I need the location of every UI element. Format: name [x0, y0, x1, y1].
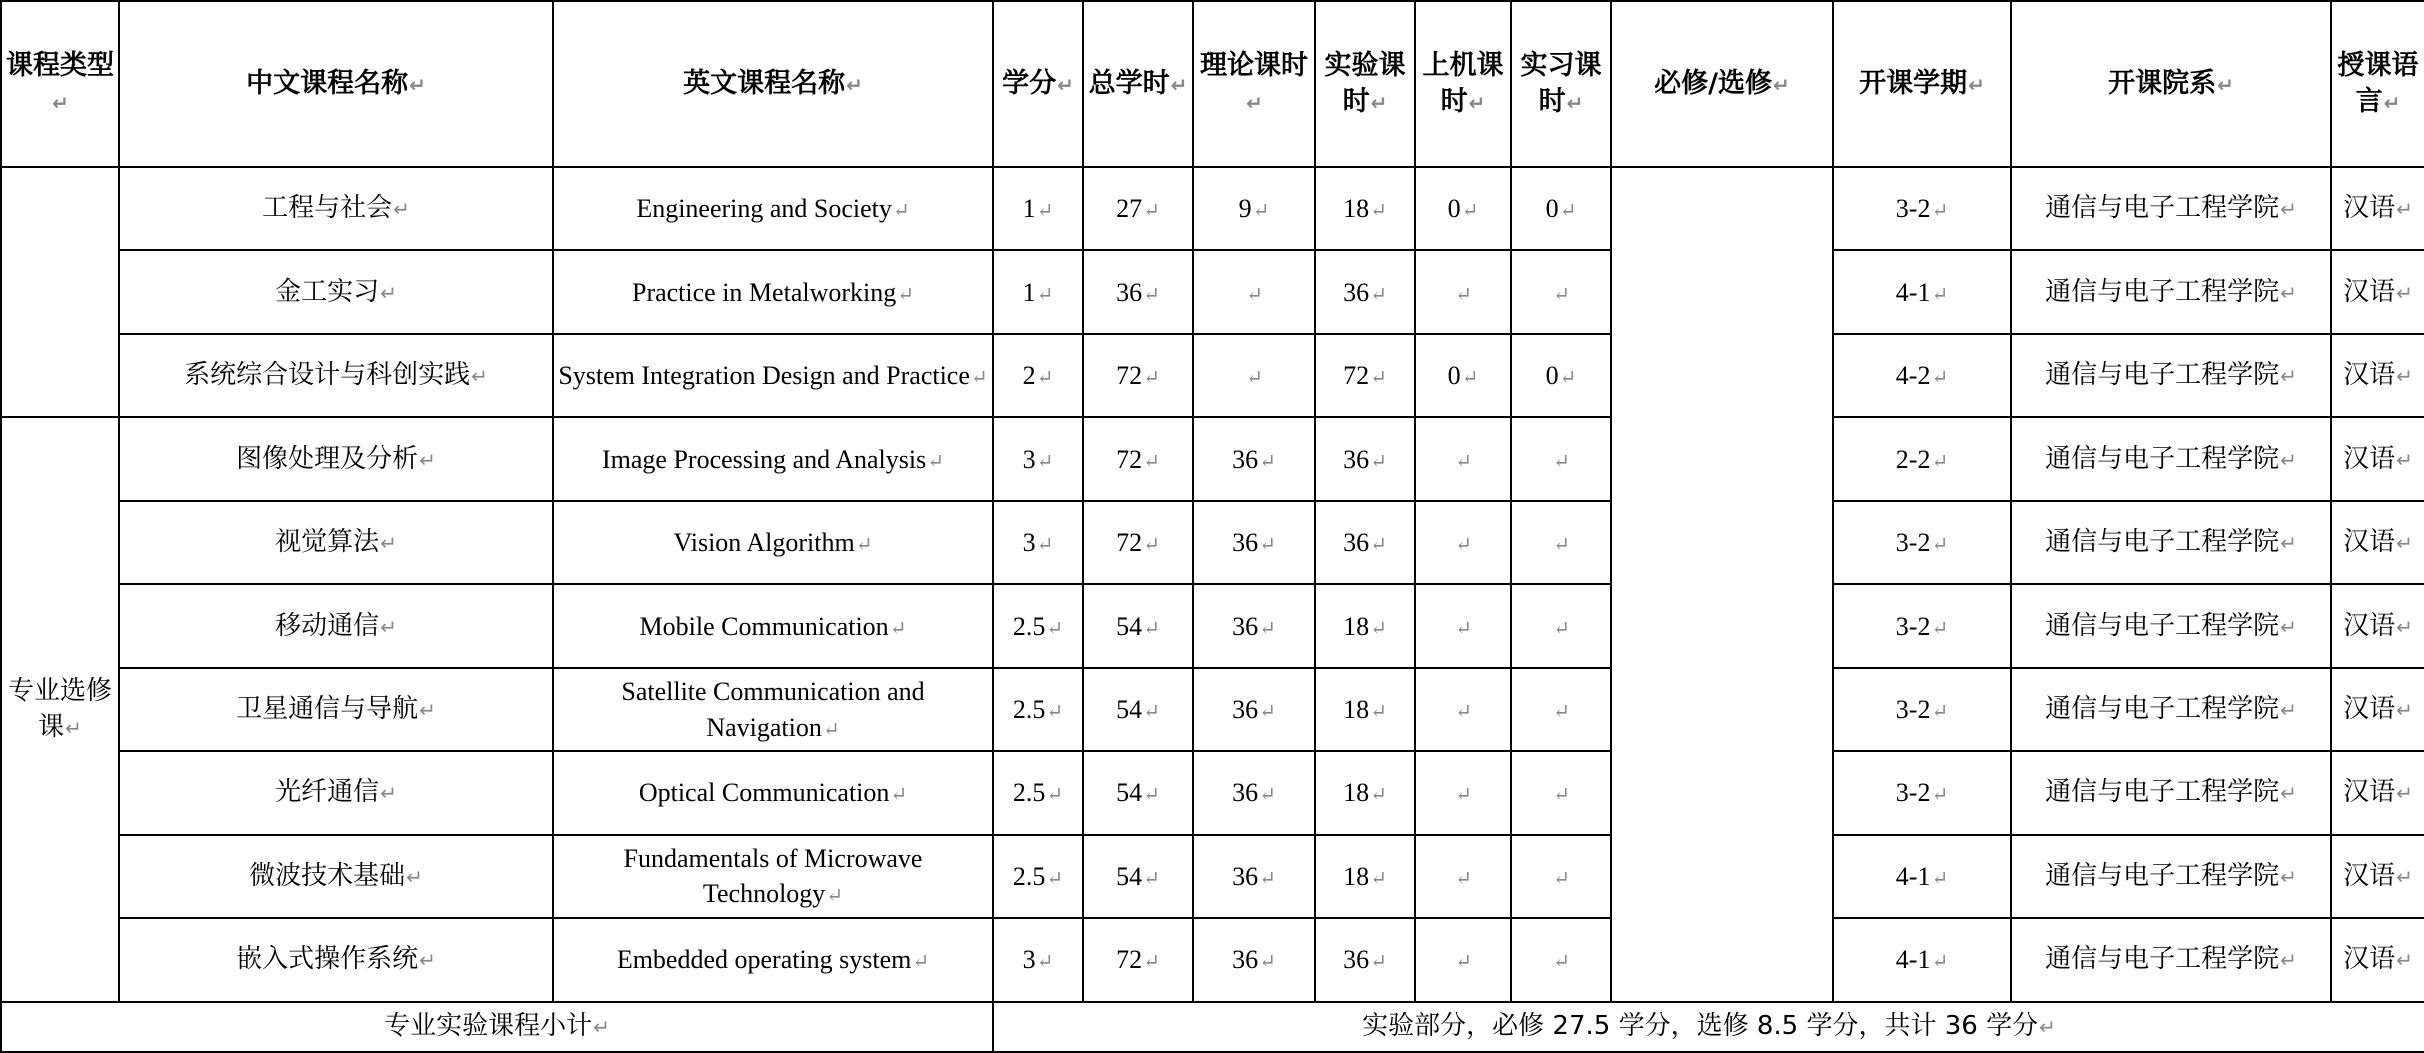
category-cell-first: [1, 167, 119, 417]
lab-hours-cell: 36 ↵: [1315, 918, 1415, 1001]
header-category: 课程类型 ↵: [1, 1, 119, 167]
language-cell: 汉语 ↵: [2331, 417, 2424, 500]
header-row: [1, 1, 2424, 167]
semester-cell: 3-2 ↵: [1833, 584, 2011, 667]
computer-hours-cell: [1415, 501, 1511, 584]
summary-label: 专业实验课程小计 ↵: [1, 1002, 993, 1052]
total-hours-cell: 72 ↵: [1083, 501, 1193, 584]
computer-hours-cell: [1415, 918, 1511, 1001]
credits-cell: 1 ↵: [993, 250, 1083, 333]
en-name-cell: Embedded operating system ↵: [553, 918, 993, 1001]
header-lab-hours: 实验课时 ↵: [1315, 1, 1415, 167]
credits-cell: 2.5 ↵: [993, 668, 1083, 751]
language-cell: 汉语 ↵: [2331, 668, 2424, 751]
theory-hours-cell: 36 ↵: [1193, 751, 1315, 834]
en-name-cell: Image Processing and Analysis ↵: [553, 417, 993, 500]
total-hours-cell: 36 ↵: [1083, 250, 1193, 333]
header-credits: 学分 ↵: [993, 1, 1083, 167]
semester-cell: 3-2 ↵: [1833, 167, 2011, 250]
department-cell: 通信与电子工程学院 ↵: [2011, 751, 2331, 834]
cn-name-cell: 图像处理及分析 ↵: [119, 417, 553, 500]
department-cell: 通信与电子工程学院 ↵: [2011, 668, 2331, 751]
lab-hours-cell: 36 ↵: [1315, 417, 1415, 500]
practice-hours-cell: 0 ↵: [1511, 334, 1611, 417]
header-practice-hours: 实习课时 ↵: [1511, 1, 1611, 167]
theory-hours-cell: 36 ↵: [1193, 584, 1315, 667]
practice-hours-cell: [1511, 501, 1611, 584]
language-cell: 汉语 ↵: [2331, 584, 2424, 667]
table-row: [1, 417, 2424, 500]
department-cell: 通信与电子工程学院 ↵: [2011, 501, 2331, 584]
lab-hours-cell: 18 ↵: [1315, 835, 1415, 918]
semester-cell: 2-2 ↵: [1833, 417, 2011, 500]
total-hours-cell: 72 ↵: [1083, 918, 1193, 1001]
en-name-cell: Vision Algorithm ↵: [553, 501, 993, 584]
semester-cell: 4-2 ↵: [1833, 334, 2011, 417]
credits-cell: 3 ↵: [993, 417, 1083, 500]
practice-hours-cell: [1511, 584, 1611, 667]
credits-cell: 3 ↵: [993, 501, 1083, 584]
practice-hours-cell: 0 ↵: [1511, 167, 1611, 250]
en-name-cell: Mobile Communication ↵: [553, 584, 993, 667]
credits-cell: 1 ↵: [993, 167, 1083, 250]
en-name-cell: Fundamentals of Microwave Technology ↵: [553, 835, 993, 918]
theory-hours-cell: 36 ↵: [1193, 501, 1315, 584]
en-name-cell: Practice in Metalworking ↵: [553, 250, 993, 333]
table-row: [1, 584, 2424, 667]
credits-cell: 2.5 ↵: [993, 751, 1083, 834]
cn-name-cell: 卫星通信与导航 ↵: [119, 668, 553, 751]
semester-cell: 3-2 ↵: [1833, 751, 2011, 834]
department-cell: 通信与电子工程学院 ↵: [2011, 918, 2331, 1001]
theory-hours-cell: 36 ↵: [1193, 668, 1315, 751]
table-row: [1, 250, 2424, 333]
theory-hours-cell: 36 ↵: [1193, 417, 1315, 500]
header-theory-hours: 理论课时 ↵: [1193, 1, 1315, 167]
header-semester: 开课学期 ↵: [1833, 1, 2011, 167]
summary-row: [1, 1002, 2424, 1052]
table-row: [1, 751, 2424, 834]
lab-hours-cell: 18 ↵: [1315, 751, 1415, 834]
credits-cell: 2.5 ↵: [993, 584, 1083, 667]
category-cell-elective: 专业选修课 ↵: [1, 417, 119, 1001]
table-row: [1, 668, 2424, 751]
semester-cell: 3-2 ↵: [1833, 668, 2011, 751]
practice-hours-cell: [1511, 250, 1611, 333]
language-cell: 汉语 ↵: [2331, 835, 2424, 918]
total-hours-cell: 54 ↵: [1083, 668, 1193, 751]
lab-hours-cell: 36 ↵: [1315, 501, 1415, 584]
credits-cell: 3 ↵: [993, 918, 1083, 1001]
cn-name-cell: 光纤通信 ↵: [119, 751, 553, 834]
computer-hours-cell: [1415, 835, 1511, 918]
department-cell: 通信与电子工程学院 ↵: [2011, 334, 2331, 417]
computer-hours-cell: [1415, 250, 1511, 333]
theory-hours-cell: [1193, 334, 1315, 417]
header-cn-name: 中文课程名称 ↵: [119, 1, 553, 167]
theory-hours-cell: 36 ↵: [1193, 918, 1315, 1001]
table-row: [1, 918, 2424, 1001]
en-name-cell: Satellite Communication and Navigation ↵: [553, 668, 993, 751]
department-cell: 通信与电子工程学院 ↵: [2011, 584, 2331, 667]
department-cell: 通信与电子工程学院 ↵: [2011, 835, 2331, 918]
department-cell: 通信与电子工程学院 ↵: [2011, 250, 2331, 333]
header-computer-hours: 上机课时 ↵: [1415, 1, 1511, 167]
total-hours-cell: 72 ↵: [1083, 417, 1193, 500]
lab-hours-cell: 18 ↵: [1315, 167, 1415, 250]
total-hours-cell: 54 ↵: [1083, 584, 1193, 667]
computer-hours-cell: 0 ↵: [1415, 167, 1511, 250]
cn-name-cell: 视觉算法 ↵: [119, 501, 553, 584]
computer-hours-cell: 0 ↵: [1415, 334, 1511, 417]
department-cell: 通信与电子工程学院 ↵: [2011, 167, 2331, 250]
header-en-name: 英文课程名称 ↵: [553, 1, 993, 167]
lab-hours-cell: 18 ↵: [1315, 584, 1415, 667]
department-cell: 通信与电子工程学院 ↵: [2011, 417, 2331, 500]
cn-name-cell: 系统综合设计与科创实践 ↵: [119, 334, 553, 417]
cn-name-cell: 嵌入式操作系统 ↵: [119, 918, 553, 1001]
total-hours-cell: 27 ↵: [1083, 167, 1193, 250]
table-row: [1, 501, 2424, 584]
theory-hours-cell: [1193, 250, 1315, 333]
computer-hours-cell: [1415, 417, 1511, 500]
header-total-hours: 总学时 ↵: [1083, 1, 1193, 167]
language-cell: 汉语 ↵: [2331, 751, 2424, 834]
practice-hours-cell: [1511, 751, 1611, 834]
credits-cell: 2.5 ↵: [993, 835, 1083, 918]
semester-cell: 4-1 ↵: [1833, 835, 2011, 918]
language-cell: 汉语 ↵: [2331, 167, 2424, 250]
theory-hours-cell: 36 ↵: [1193, 835, 1315, 918]
practice-hours-cell: [1511, 835, 1611, 918]
en-name-cell: Engineering and Society ↵: [553, 167, 993, 250]
table-row: [1, 835, 2424, 918]
lab-hours-cell: 72 ↵: [1315, 334, 1415, 417]
computer-hours-cell: [1415, 668, 1511, 751]
total-hours-cell: 54 ↵: [1083, 835, 1193, 918]
cn-name-cell: 微波技术基础 ↵: [119, 835, 553, 918]
practice-hours-cell: [1511, 668, 1611, 751]
semester-cell: 4-1 ↵: [1833, 250, 2011, 333]
cn-name-cell: 工程与社会 ↵: [119, 167, 553, 250]
cn-name-cell: 移动通信 ↵: [119, 584, 553, 667]
credits-cell: 2 ↵: [993, 334, 1083, 417]
cn-name-cell: 金工实习 ↵: [119, 250, 553, 333]
semester-cell: 3-2 ↵: [1833, 501, 2011, 584]
header-language: 授课语言 ↵: [2331, 1, 2424, 167]
language-cell: 汉语 ↵: [2331, 250, 2424, 333]
practice-hours-cell: [1511, 417, 1611, 500]
theory-hours-cell: 9 ↵: [1193, 167, 1315, 250]
practice-hours-cell: [1511, 918, 1611, 1001]
language-cell: 汉语 ↵: [2331, 918, 2424, 1001]
required-elective-cell: [1611, 167, 1833, 1002]
table-row: [1, 167, 2424, 250]
computer-hours-cell: [1415, 751, 1511, 834]
en-name-cell: System Integration Design and Practice ↵: [553, 334, 993, 417]
total-hours-cell: 72 ↵: [1083, 334, 1193, 417]
summary-text: 实验部分，必修 27.5 学分，选修 8.5 学分，共计 36 学分 ↵: [993, 1002, 2424, 1052]
en-name-cell: Optical Communication ↵: [553, 751, 993, 834]
computer-hours-cell: [1415, 584, 1511, 667]
semester-cell: 4-1 ↵: [1833, 918, 2011, 1001]
language-cell: 汉语 ↵: [2331, 334, 2424, 417]
table-row: [1, 334, 2424, 417]
language-cell: 汉语 ↵: [2331, 501, 2424, 584]
total-hours-cell: 54 ↵: [1083, 751, 1193, 834]
lab-hours-cell: 18 ↵: [1315, 668, 1415, 751]
header-required-elective: 必修/选修 ↵: [1611, 1, 1833, 167]
header-department: 开课院系 ↵: [2011, 1, 2331, 167]
lab-hours-cell: 36 ↵: [1315, 250, 1415, 333]
